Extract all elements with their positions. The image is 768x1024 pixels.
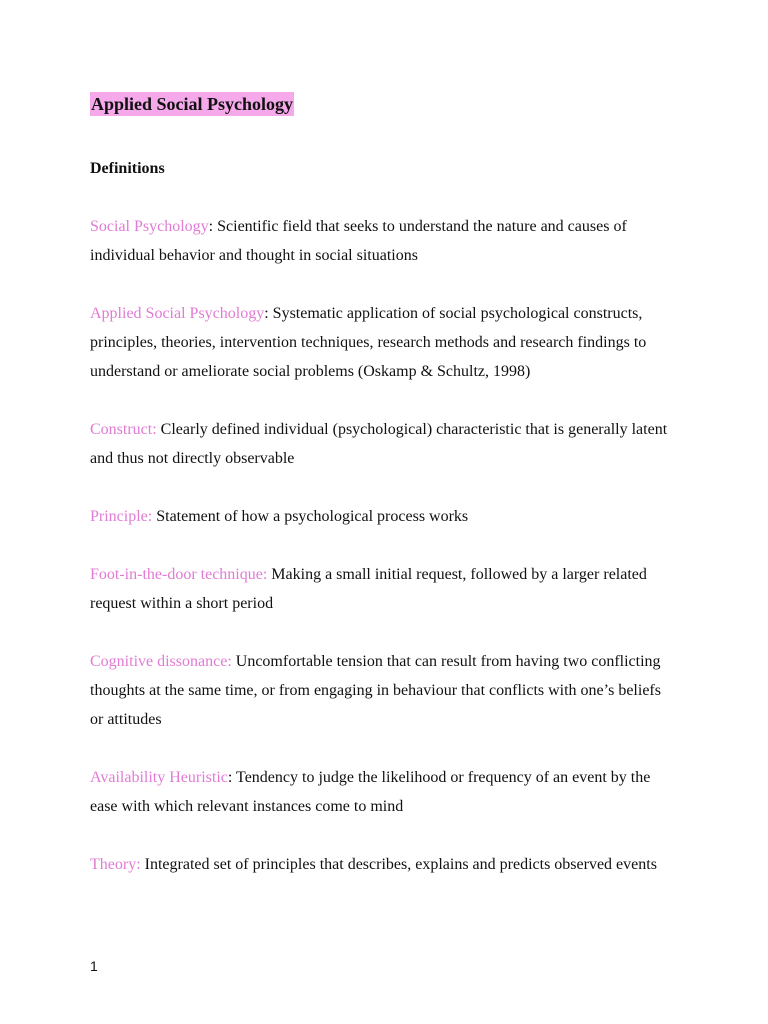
definition-text: Clearly defined individual (psychological) characteristic that is generally latent and thus not directly observable [90,421,668,467]
definition-text: Uncomfortable tension that can result from having two conflicting thoughts at the same time, or from engaging in behaviour that conflicts with one’s beliefs or attitudes [90,653,661,728]
definition-text: Integrated set of principles that describes, explains and predicts observed events [144,856,657,873]
section-heading-definitions: Definitions [90,160,165,177]
definition-item [90,415,670,473]
definition-item [90,850,670,879]
definition-text: Making a small initial request, followed by a larger related request within a short period [90,566,647,612]
definition-text: Scientific field that seeks to understand the nature and causes of individual behavior and thought in social situations [90,218,627,264]
definition-term: Theory: [90,856,141,873]
page-number: 1 [90,958,98,974]
definition-text: Tendency to judge the likelihood or frequency of an event by the ease with which relevant instances come to mind [90,769,651,815]
definition-term: Applied Social Psychology [90,305,265,322]
definition-item [90,299,670,386]
definition-term: Foot-in-the-door technique: [90,566,268,583]
definition-text: Statement of how a psychological process works [156,508,469,525]
definition-term: Construct: [90,421,157,438]
definition-separator: : [264,305,273,322]
definition-term: Principle: [90,508,153,525]
definitions-list [90,212,670,908]
definition-term: Social Psychology [90,218,209,235]
definition-separator: : [208,218,218,235]
definition-item [90,502,670,531]
definition-separator: : [227,769,237,786]
definition-item [90,647,670,734]
definition-text: Systematic application of social psychological constructs, principles, theories, intervention techniques, research methods and research findings to understand or ameliorate social problems (Oskamp & Schultz, 1998) [90,305,647,380]
definition-term: Cognitive dissonance: [90,653,232,670]
document-title: Applied Social Psychology [91,94,294,114]
definition-item [90,212,670,270]
definition-item [90,560,670,618]
definition-term: Availability Heuristic [90,769,228,786]
definition-item [90,763,670,821]
